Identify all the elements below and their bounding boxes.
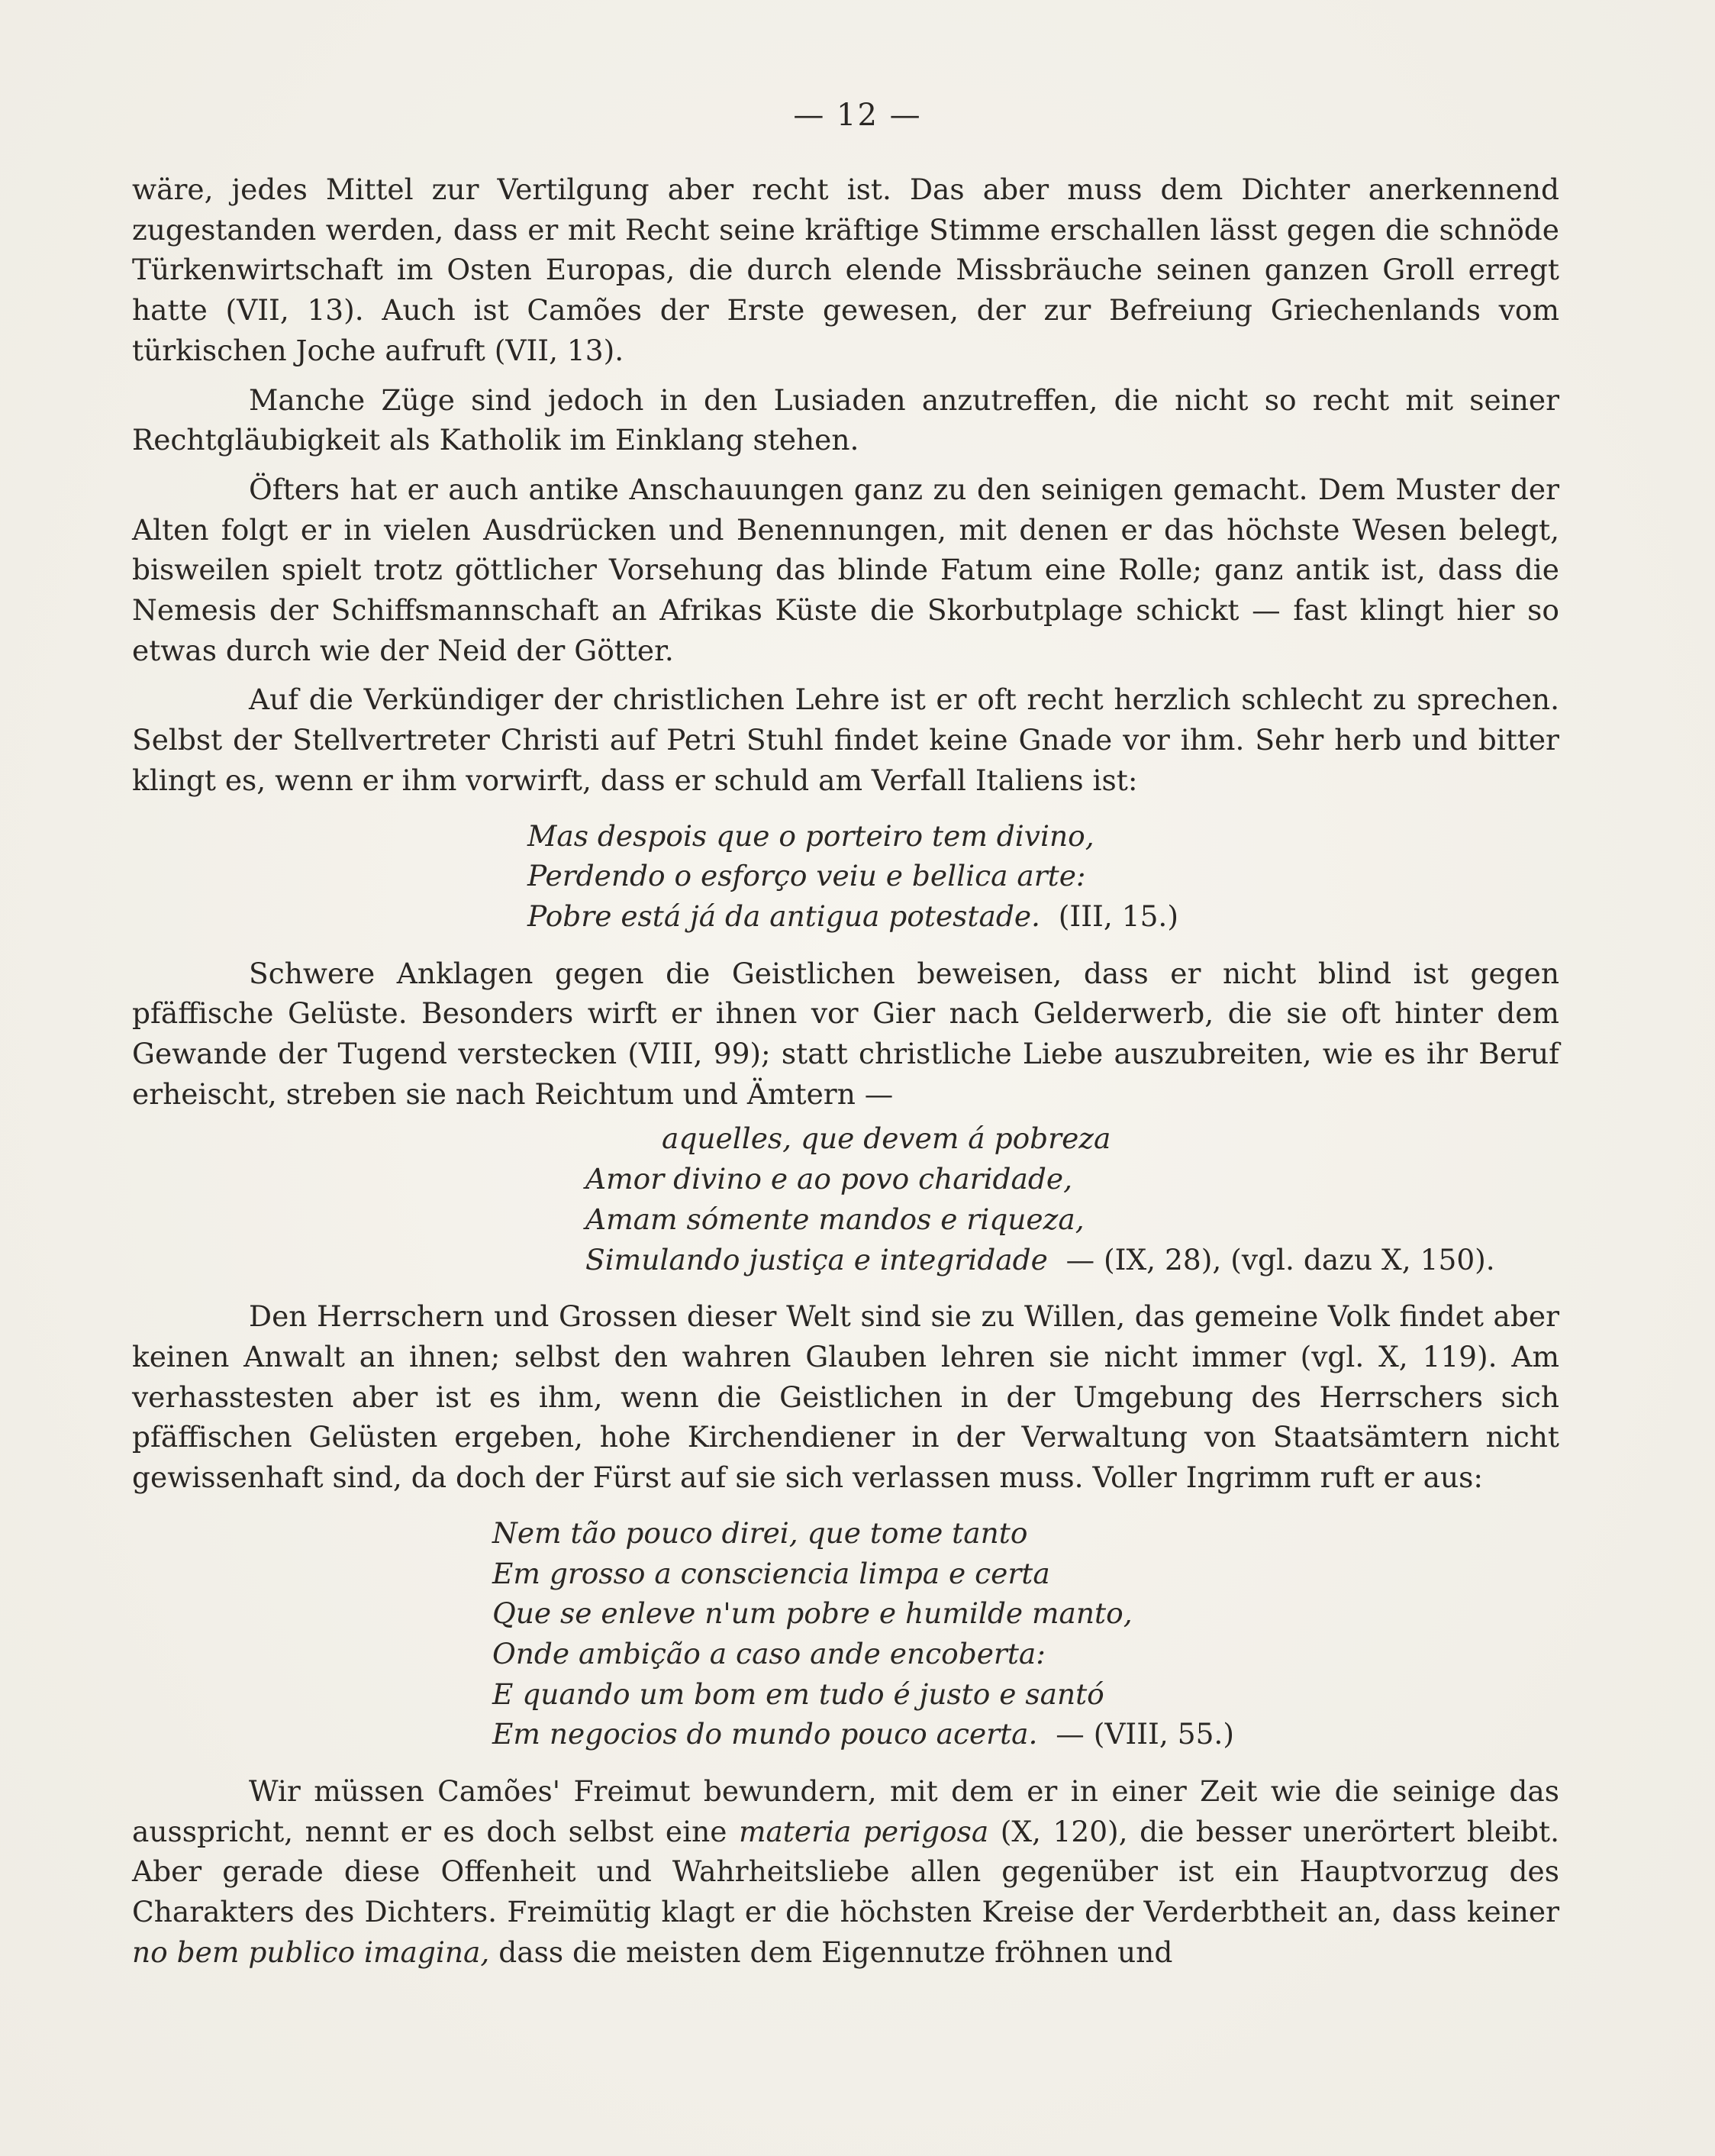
- verse-citation: (III, 15.): [1058, 899, 1178, 933]
- verse-line: E quando um bom em tudo é justo e santó: [492, 1677, 1104, 1711]
- paragraph-5: Schwere Anklagen gegen die Geistlichen beweisen, dass er nicht blind ist gegen pfäffische Gelüste. Besonders wirft er ihnen vor Gier nach Gelderwerb, die sie oft hinter dem Gewande der Tugend verstecken (VIII, 99); statt christliche Liebe auszubreiten, wie es ihr Beruf erheischt, streben sie nach Reichtum und Ämtern —: [132, 956, 1559, 1111]
- quoted-phrase: no bem publico imagina,: [132, 1935, 490, 1969]
- verse-line: Que se enleve n'um pobre e humilde manto,: [492, 1596, 1133, 1631]
- paragraph-1: wäre, jedes Mittel zur Vertilgung aber recht ist. Das aber muss dem Dichter anerkennend zugestanden werden, dass er mit Recht seine kräftige Stimme erschallen lässt gegen die schnöde Türkenwirtschaft im Osten Europas, die durch elende Missbräuche seinen ganzen Groll erregt hatte (VII, 13). Auch ist Camões der Erste gewesen, der zur Befreiung Griechenlands vom türkischen Joche aufruft (VII, 13).: [132, 173, 1559, 367]
- verse-quote-2: [132, 1118, 1559, 1280]
- verse-line: Amam sómente mandos e riqueza,: [585, 1202, 1085, 1236]
- paragraph-3: Öfters hat er auch antike Anschauungen ganz zu den seinigen gemacht. Dem Muster der Alten folgt er in vielen Ausdrücken und Benennungen, mit denen er das höchste Wesen belegt, bisweilen spielt trotz göttlicher Vorsehung das blinde Fatum eine Rolle; ganz antik ist, dass die Nemesis der Schiffsmannschaft an Afrikas Küste die Skorbutplage schickt — fast klingt hier so etwas durch wie der Neid der Götter.: [132, 472, 1559, 667]
- paragraph-7-text: (X, 120), die besser unerörtert bleibt. Aber gerade diese Offenheit und Wahrheitsliebe allen gegenüber ist ein Hauptvorzug des Charakters des Dichters. Freimütig klagt er die höchsten Kreise der Verderbtheit an, dass keiner: [132, 1814, 1559, 1929]
- verse-line-text: Simulando justiça e integridade: [585, 1242, 1048, 1276]
- verse-quote-1: [132, 816, 1559, 937]
- paragraph-6: Den Herrschern und Grossen dieser Welt sind sie zu Willen, das gemeine Volk findet aber keinen Anwalt an ihnen; selbst den wahren Glauben lehren sie nicht immer (vgl. X, 119). Am verhasstesten aber ist es ihm, wenn die Geistlichen in der Umgebung des Herrschers sich pfäffischen Gelüsten ergeben, hohe Kirchendiener in der Verwaltung von Staatsämtern nicht gewissenhaft sind, da doch der Fürst auf sie sich verlassen muss. Voller Ingrimm ruft er aus:: [132, 1299, 1559, 1495]
- verse-line: Nem tão pouco direi, que tome tanto: [492, 1515, 1028, 1550]
- verse-line-text: Em negocios do mundo pouco acerta.: [492, 1717, 1038, 1751]
- quoted-phrase: materia perigosa: [738, 1814, 989, 1848]
- verse-citation: — (IX, 28), (vgl. dazu X, 150).: [1065, 1242, 1495, 1276]
- verse-citation: — (VIII, 55.): [1056, 1717, 1234, 1751]
- verse-line: [527, 896, 1559, 937]
- verse-line: [492, 1714, 1559, 1754]
- verse-line: aquelles, que devem á pobreza: [662, 1122, 1111, 1156]
- verse-line: Onde ambição a caso ande encoberta:: [492, 1636, 1046, 1670]
- page-body: [132, 169, 1559, 1973]
- paragraph-7-text: dass die meisten dem Eigennutze fröhnen und: [498, 1935, 1173, 1969]
- paragraph-7-text: Wir müssen Camões' Freimut bewundern, mit dem er in einer Zeit wie die seinige das ausspricht, nennt er es doch selbst eine: [132, 1774, 1559, 1848]
- verse-line: Amor divino e ao povo charidade,: [585, 1162, 1073, 1196]
- page-number: — 12 —: [793, 98, 922, 133]
- paragraph-2: Manche Züge sind jedoch in den Lusiaden anzutreffen, die nicht so recht mit seiner Rechtgläubigkeit als Katholik im Einklang stehen.: [132, 382, 1559, 457]
- verse-quote-3: [132, 1513, 1559, 1754]
- paragraph-4: Auf die Verkündiger der christlichen Lehre ist er oft recht herzlich schlecht zu sprechen. Selbst der Stellvertreter Christi auf Petri Stuhl findet keine Gnade vor ihm. Sehr herb und bitter klingt es, wenn er ihm vorwirft, dass er schuld am Verfall Italiens ist:: [132, 683, 1559, 797]
- verse-line: Mas despois que o porteiro tem divino,: [527, 818, 1094, 853]
- verse-line: [585, 1240, 1559, 1280]
- paragraph-7: [132, 1771, 1559, 1973]
- verse-line: Em grosso a consciencia limpa e certa: [492, 1556, 1050, 1590]
- verse-line: Perdendo o esforço veiu e bellica arte:: [527, 859, 1086, 893]
- verse-line-text: Pobre está já da antigua potestade.: [527, 899, 1040, 933]
